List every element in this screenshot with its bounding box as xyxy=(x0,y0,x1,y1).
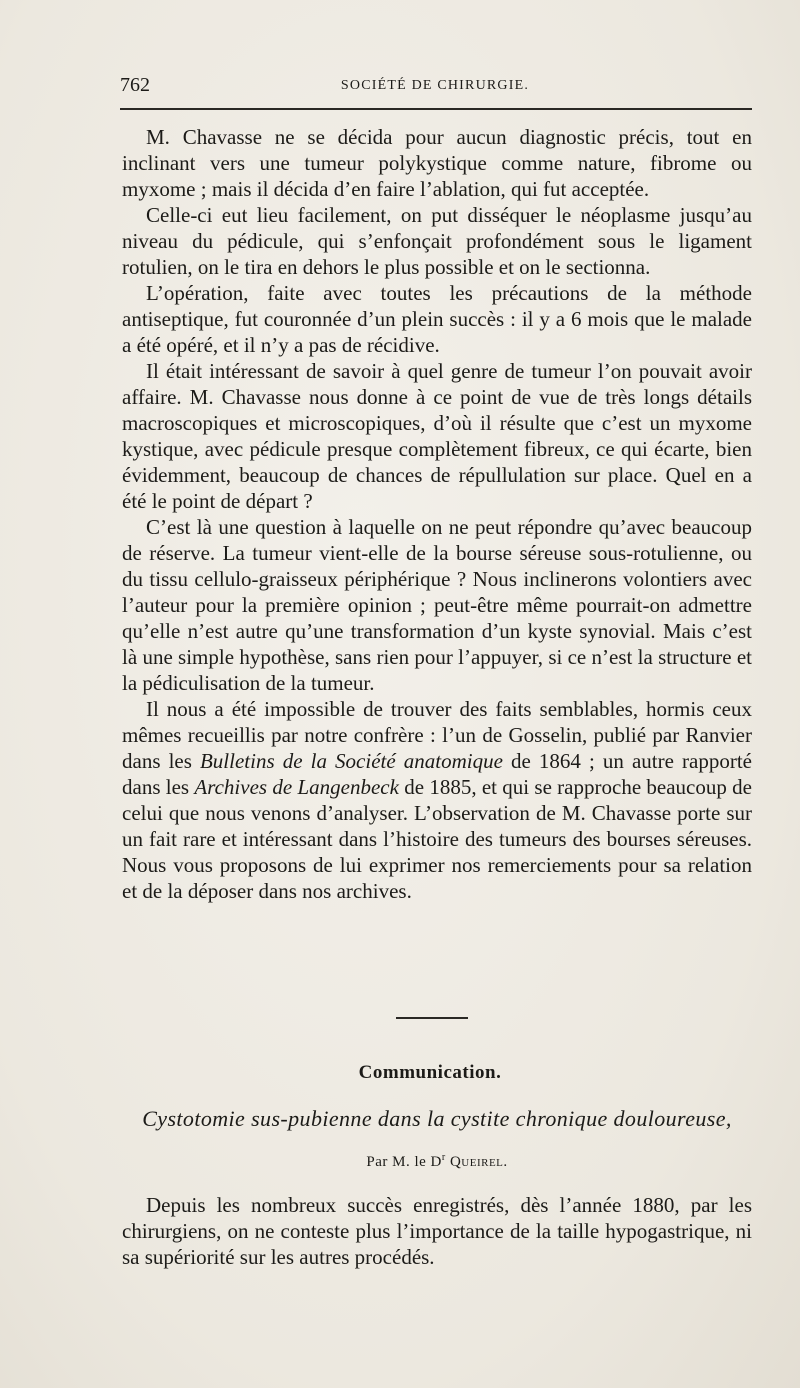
text-run: Celle-ci eut lieu facilement, on put disséquer le néoplasme jusqu’au niveau du pédicule, qui s’enfonçait profondément sous le ligament rotulien, on le tira en dehors le plus possible et on le sectionna. xyxy=(122,203,752,279)
lead-text xyxy=(122,1192,752,1270)
article-title: Cystotomie sus-pubienne dans la cystite chronique douloureuse, xyxy=(142,1106,732,1131)
lead-paragraph: Depuis les nombreux succès enregistrés, dès l’année 1880, par les chirurgiens, on ne conteste plus l’importance de la taille hypogastrique, ni sa supériorité sur les autres procédés. xyxy=(122,1193,752,1269)
byline-sup: r xyxy=(441,1152,446,1163)
paragraph xyxy=(122,280,752,358)
text-run: C’est là une question à laquelle on ne peut répondre qu’avec beaucoup de réserve. La tumeur vient-elle de la bourse séreuse sous-rotulienne, ou du tissu cellulo-graisseux périphérique ? Nous inclinerons volontiers avec l’auteur pour la première opinion ; peut-être même pourrait-on admettre qu’elle n’est autre qu’une transformation d’un kyste synovial. Mais c’est là une simple hypothèse, sans rien pour l’appuyer, si ce n’est la structure et la pédiculisation de la tumeur. xyxy=(122,515,752,695)
italic-title: Bulletins de la Société anatomique xyxy=(199,749,503,773)
text-run: de 1864 ; un autre rapporté dans les xyxy=(122,749,752,799)
paragraph xyxy=(122,202,752,280)
text-run: L’opération, faite avec toutes les précautions de la méthode antiseptique, fut couronnée d’un plein succès : il y a 6 mois que le malade a été opéré, et il n’y a pas de récidive. xyxy=(122,281,752,357)
header-rule xyxy=(120,108,752,110)
body-text xyxy=(122,124,752,904)
paragraph xyxy=(122,514,752,696)
paragraph xyxy=(122,124,752,202)
text-run: M. Chavasse ne se décida pour aucun diagnostic précis, tout en inclinant vers une tumeur polykystique comme nature, fibrome ou myxome ; mais il décida d’en faire l’ablation, qui fut acceptée. xyxy=(122,125,752,201)
paragraph xyxy=(122,696,752,904)
running-head: SOCIÉTÉ DE CHIRURGIE. xyxy=(340,78,530,93)
byline xyxy=(122,1152,752,1171)
byline-author: Queirel. xyxy=(449,1154,508,1170)
section-title: Communication. xyxy=(358,1062,502,1083)
italic-title: Archives de Langenbeck xyxy=(194,775,399,799)
text-run: Il nous a été impossible de trouver des faits semblables, hormis ceux mêmes recueillis par notre confrère : l’un de Gosselin, publié par Ranvier dans les xyxy=(122,697,752,773)
page-header xyxy=(120,72,750,102)
section-divider xyxy=(396,1017,468,1019)
paragraph xyxy=(122,358,752,514)
page-number: 762 xyxy=(120,74,150,96)
text-run: de 1885, et qui se rapproche beaucoup de celui que nous venons d’analyser. L’observation de M. Chavasse porte sur un fait rare et intéressant dans l’histoire des tumeurs des bourses séreuses. Nous vous proposons de lui exprimer nos remerciements pour sa relation et de la déposer dans nos archives. xyxy=(122,775,752,903)
byline-prefix: Par M. le D xyxy=(366,1154,442,1170)
text-run: Il était intéressant de savoir à quel genre de tumeur l’on pouvait avoir affaire. M. Chavasse nous donne à ce point de vue de très longs détails macroscopiques et microscopiques, d’où il résulte que c’est un myxome kystique, avec pédicule presque complètement fibreux, ce qui écarte, bien évidemment, beaucoup de chances de répullulation sur place. Quel en a été le point de départ ? xyxy=(122,359,752,513)
